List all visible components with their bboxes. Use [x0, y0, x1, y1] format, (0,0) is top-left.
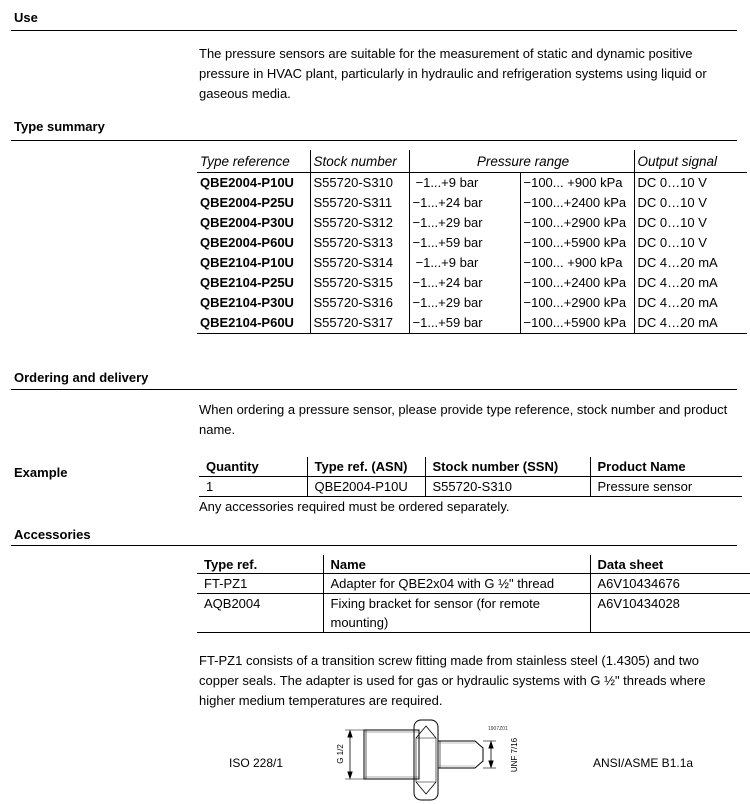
left-thread-dimension: G 1/2	[336, 744, 345, 764]
section-divider	[11, 545, 737, 546]
stock-number: S55720-S313	[310, 233, 409, 253]
accessory-name: Adapter for QBE2x04 with G ½" thread	[323, 574, 590, 594]
type-reference: QBE2104-P30U	[200, 295, 294, 310]
accessories-table	[197, 555, 750, 633]
col-header-output-signal: Output signal	[634, 150, 747, 173]
pressure-range-bar: −1...+24 bar	[409, 193, 520, 213]
col-header-type-ref: Type ref.	[204, 556, 258, 572]
output-signal: DC 4…20 mA	[634, 273, 747, 293]
col-header-data-sheet: Data sheet	[590, 555, 750, 574]
section-title-accessories: Accessories	[14, 527, 91, 542]
drawing-code: 1907Z01	[488, 726, 508, 732]
stock-number: S55720-S310	[310, 173, 409, 194]
type-reference: QBE2104-P60U	[200, 315, 294, 330]
product-name: Pressure sensor	[590, 477, 742, 497]
col-header-type-ref-asn: Type ref. (ASN)	[307, 457, 425, 477]
table-row	[197, 574, 750, 594]
col-header-pressure-range: Pressure range	[409, 150, 634, 173]
col-header-name: Name	[323, 555, 590, 574]
pressure-range-kpa: −100...+2900 kPa	[520, 293, 634, 313]
section-divider	[11, 140, 737, 141]
type-reference: QBE2104-P10U	[200, 255, 294, 270]
pressure-range-kpa: −100...+2400 kPa	[520, 193, 634, 213]
table-row	[197, 594, 750, 633]
quantity: 1	[206, 479, 214, 494]
table-row	[197, 233, 747, 253]
output-signal: DC 4…20 mA	[634, 293, 747, 313]
iso-standard-label: ISO 228/1	[229, 756, 284, 770]
pressure-range-kpa: −100... +900 kPa	[520, 173, 634, 194]
section-title-type-summary: Type summary	[14, 119, 105, 134]
col-header-product-name: Product Name	[590, 457, 742, 477]
section-title-ordering: Ordering and delivery	[14, 370, 149, 385]
table-row	[197, 173, 747, 194]
table-row	[197, 253, 747, 273]
output-signal: DC 0…10 V	[634, 173, 747, 194]
accessories-note: Any accessories required must be ordered separately.	[199, 499, 510, 514]
accessory-name: Fixing bracket for sensor (for remote mounting)	[323, 594, 590, 633]
pressure-range-bar: −1...+59 bar	[409, 233, 520, 253]
pressure-range-bar: −1...+59 bar	[409, 313, 520, 334]
use-description: The pressure sensors are suitable for the measurement of static and dynamic positive pressure in HVAC plant, particularly in hydraulic and refrigeration systems using liquid or gaseous media.	[199, 46, 707, 101]
type-reference: QBE2104-P25U	[200, 275, 294, 290]
output-signal: DC 4…20 mA	[634, 313, 747, 334]
type-reference: QBE2004-P25U	[200, 195, 294, 210]
output-signal: DC 0…10 V	[634, 233, 747, 253]
stock-number-ssn: S55720-S310	[425, 477, 590, 497]
pressure-range-bar: −1...+24 bar	[409, 273, 520, 293]
output-signal: DC 4…20 mA	[634, 253, 747, 273]
pressure-range-kpa: −100...+2400 kPa	[520, 273, 634, 293]
ansi-standard-label: ANSI/ASME B1.1a	[593, 756, 694, 770]
table-row	[197, 313, 747, 334]
type-reference: QBE2004-P30U	[200, 215, 294, 230]
output-signal: DC 0…10 V	[634, 213, 747, 233]
output-signal: DC 0…10 V	[634, 193, 747, 213]
type-ref-asn: QBE2004-P10U	[307, 477, 425, 497]
table-row	[197, 213, 747, 233]
type-reference: QBE2004-P10U	[200, 175, 294, 190]
table-row	[199, 477, 742, 497]
stock-number: S55720-S312	[310, 213, 409, 233]
section-divider	[11, 30, 737, 31]
ordering-description: When ordering a pressure sensor, please provide type reference, stock number and product name.	[199, 402, 728, 437]
pressure-range-bar: −1...+29 bar	[409, 293, 520, 313]
example-order-table	[199, 457, 742, 497]
col-header-stock-number-ssn: Stock number (SSN)	[425, 457, 590, 477]
type-ref: FT-PZ1	[204, 576, 248, 591]
table-row	[197, 193, 747, 213]
section-title-use: Use	[14, 10, 38, 25]
stock-number: S55720-S314	[310, 253, 409, 273]
pressure-range-kpa: −100...+2900 kPa	[520, 213, 634, 233]
table-row	[197, 273, 747, 293]
type-ref: AQB2004	[204, 596, 261, 611]
col-header-stock-number: Stock number	[310, 150, 409, 173]
adapter-fitting-drawing-icon	[330, 718, 510, 804]
stock-number: S55720-S315	[310, 273, 409, 293]
table-header-row	[197, 555, 750, 574]
example-label: Example	[14, 465, 68, 480]
pressure-range-kpa: −100... +900 kPa	[520, 253, 634, 273]
stock-number: S55720-S317	[310, 313, 409, 334]
right-thread-dimension: UNF 7/16	[510, 737, 519, 773]
table-header-row	[199, 457, 742, 477]
data-sheet: A6V10434676	[590, 574, 750, 594]
stock-number: S55720-S316	[310, 293, 409, 313]
pressure-range-kpa: −100...+5900 kPa	[520, 313, 634, 334]
pressure-range-bar: −1...+9 bar	[409, 173, 520, 194]
type-summary-table	[197, 150, 747, 334]
section-divider	[11, 389, 737, 390]
col-header-quantity: Quantity	[206, 459, 259, 474]
table-row	[197, 293, 747, 313]
table-header-row	[197, 150, 747, 173]
pressure-range-kpa: −100...+5900 kPa	[520, 233, 634, 253]
col-header-type-reference: Type reference	[200, 153, 290, 169]
pressure-range-bar: −1...+29 bar	[409, 213, 520, 233]
pressure-range-bar: −1...+9 bar	[409, 253, 520, 273]
stock-number: S55720-S311	[310, 193, 409, 213]
data-sheet: A6V10434028	[590, 594, 750, 633]
adapter-description: FT-PZ1 consists of a transition screw fitting made from stainless steel (1.4305) and two copper seals. The adapter is used for gas or hydraulic systems with G ½" threads where higher medium temperatures are required.	[199, 653, 706, 708]
type-reference: QBE2004-P60U	[200, 235, 294, 250]
